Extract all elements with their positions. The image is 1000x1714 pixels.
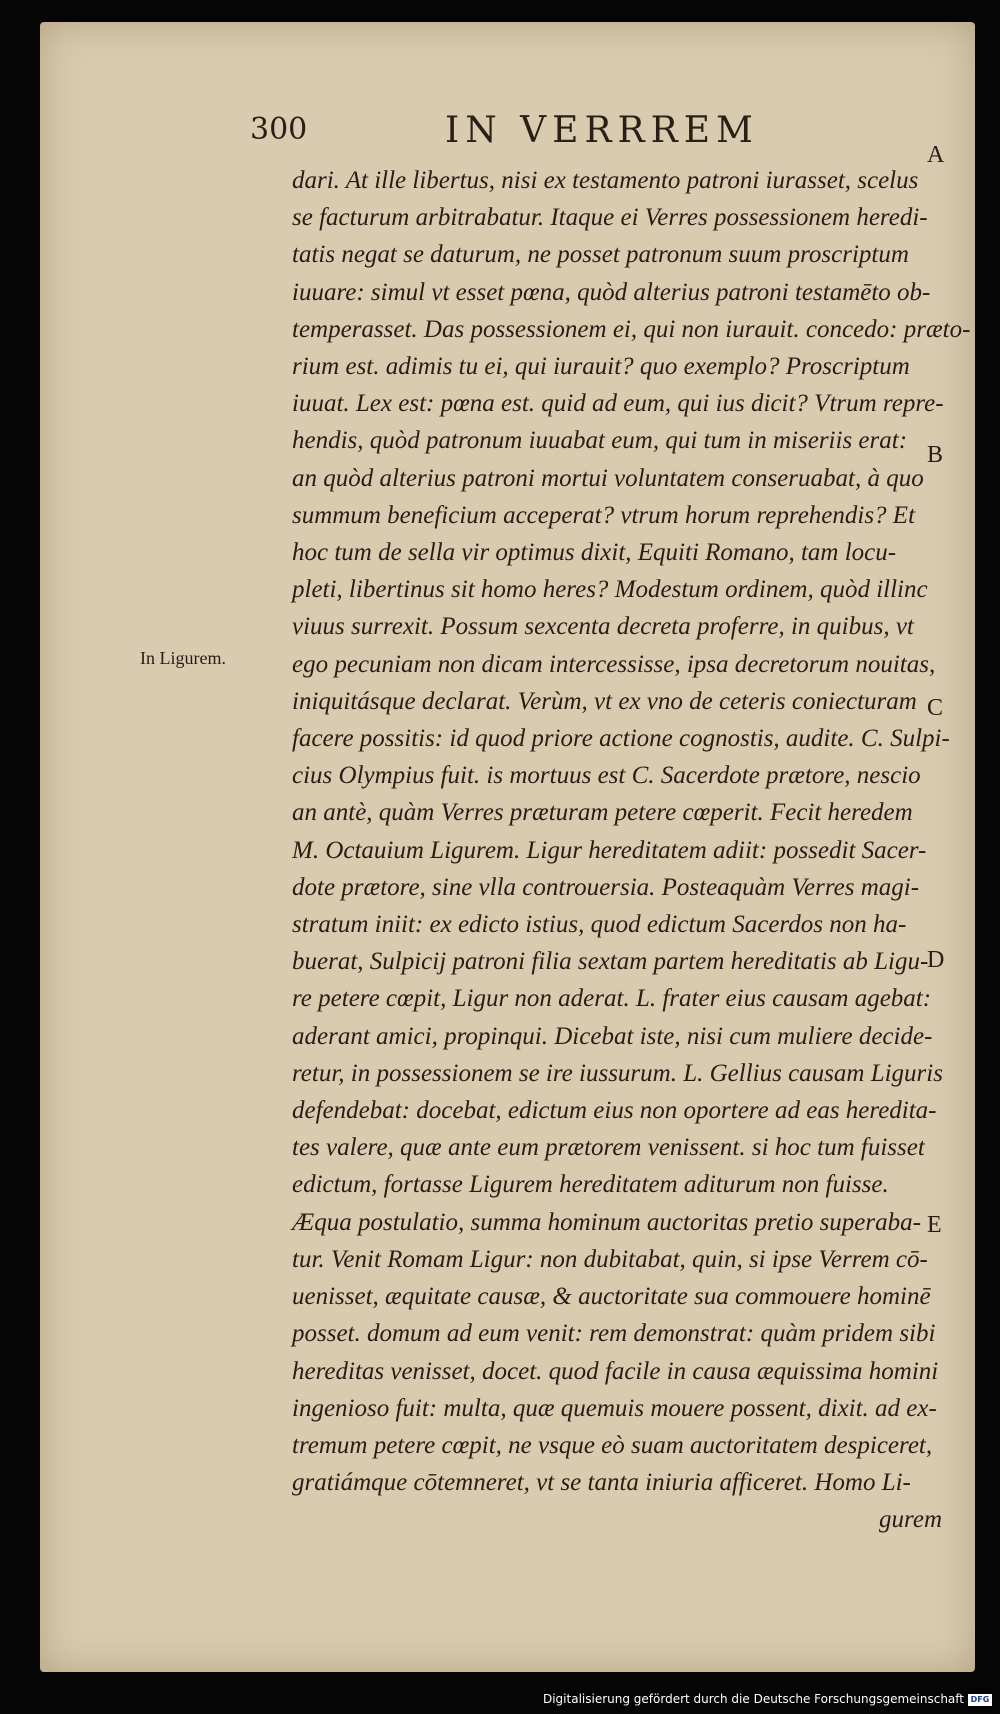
text-line: ingenioso fuit: multa, quæ quemuis mouere possent, dixit. ad ex- [292, 1394, 937, 1422]
text-line: hereditas venisset, docet. quod facile in causa æquissima homini [292, 1357, 939, 1385]
text-line: iniquitásque declarat. Verùm, vt ex vno de ceteris coniecturam [292, 687, 917, 715]
footer-bar [0, 1690, 1000, 1714]
footer-credit: Digitalisierung gefördert durch die Deutsche Forschungsgemeinschaft [542, 1692, 964, 1706]
text-line: cius Olympius fuit. is mortuus est C. Sacerdote prætore, nescio [292, 762, 921, 790]
text-line: aderant amici, propinqui. Dicebat iste, nisi cum muliere decide- [292, 1022, 933, 1050]
margin-letter-b: B [927, 442, 944, 468]
text-line: gratiámque cōtemneret, vt se tanta iniuria afficeret. Homo Li- [292, 1469, 911, 1497]
text-line: iuuat. Lex est: pœna est. quid ad eum, qui ius dicit? Vtrum repre- [292, 390, 944, 418]
text-line: an quòd alterius patroni mortui voluntatem conseruabat, à quo [292, 464, 924, 492]
text-line: tur. Venit Romam Ligur: non dubitabat, quin, si ipse Verrem cō- [292, 1245, 928, 1273]
catchword: gurem [879, 1506, 942, 1534]
margin-letter-a: A [927, 142, 945, 168]
text-line: hendis, quòd patronum iuuabat eum, qui tum in miseriis erat: [292, 427, 908, 455]
page-header [40, 22, 975, 152]
text-line: temperasset. Das possessionem ei, qui non iurauit. concedo: præto- [292, 315, 971, 343]
text-line: dari. At ille libertus, nisi ex testamento patroni iurasset, scelus [292, 167, 919, 194]
text-line: tes valere, quæ ante eum prætorem venissent. si hoc tum fuisset [292, 1134, 925, 1162]
text-line: iuuare: simul vt esset pœna, quòd alterius patroni testamēto ob- [292, 278, 931, 306]
text-line: Æqua postulatio, summa hominum auctoritas pretio superaba- [292, 1208, 921, 1236]
text-line: se facturum arbitrabatur. Itaque ei Verres possessionem heredi- [292, 204, 928, 232]
text-line: M. Octauium Ligurem. Ligur hereditatem adiit: possedit Sacer- [292, 836, 927, 864]
text-line: ego pecuniam non dicam intercessisse, ipsa decretorum nouitas, [292, 650, 936, 678]
margin-letter-e: E [927, 1212, 942, 1238]
margin-letter-c: C [927, 695, 944, 721]
text-line: defendebat: docebat, edictum eius non oportere ad eas heredita- [292, 1097, 937, 1125]
text-line: viuus surrexit. Possum sexcenta decreta proferre, in quibus, vt [292, 613, 914, 641]
text-line: dote prætore, sine vlla controuersia. Posteaquàm Verres magi- [292, 873, 920, 901]
text-line: an antè, quàm Verres præturam petere cœperit. Fecit heredem [292, 799, 913, 827]
margin-note: In Ligurem. [140, 648, 226, 668]
text-line: retur, in possessionem se ire iussurum. L. Gellius causam Liguris [292, 1059, 943, 1087]
running-title: IN VERRREM [445, 110, 759, 151]
margin-letter-d: D [927, 947, 945, 973]
text-line: tatis negat se daturum, ne posset patronum suum proscriptum [292, 241, 909, 269]
text-line: summum beneficium acceperat? vtrum horum reprehendis? Et [292, 501, 916, 529]
text-line: buerat, Sulpicij patroni filia sextam partem hereditatis ab Ligu- [292, 948, 929, 976]
text-line: stratum iniit: ex edicto istius, quod edictum Sacerdos non ha- [292, 911, 907, 939]
text-line: posset. domum ad eum venit: rem demonstrat: quàm pridem sibi [292, 1320, 936, 1348]
text-line: hoc tum de sella vir optimus dixit, Equiti Romano, tam locu- [292, 539, 897, 567]
page-number: 300 [250, 112, 308, 147]
text-line: facere possitis: id quod priore actione cognostis, audite. C. Sulpi- [292, 725, 950, 753]
text-line: re petere cœpit, Ligur non aderat. L. frater eius causam agebat: [292, 985, 932, 1013]
book-page [40, 22, 975, 1672]
text-line: rium est. adimis tu ei, qui iurauit? quo exemplo? Proscriptum [292, 353, 910, 381]
text-line: pleti, libertinus sit homo heres? Modestum ordinem, quòd illinc [292, 576, 928, 604]
text-line: tremum petere cœpit, ne vsque eò suam auctoritatem despiceret, [292, 1431, 933, 1459]
text-line: edictum, fortasse Ligurem hereditatem aditurum non fuisse. [292, 1171, 889, 1199]
body-text [292, 162, 971, 1534]
text-line: uenisset, æquitate causæ, & auctoritate sua commouere hominē [292, 1283, 931, 1311]
dfg-logo-icon: DFG [968, 1694, 992, 1706]
